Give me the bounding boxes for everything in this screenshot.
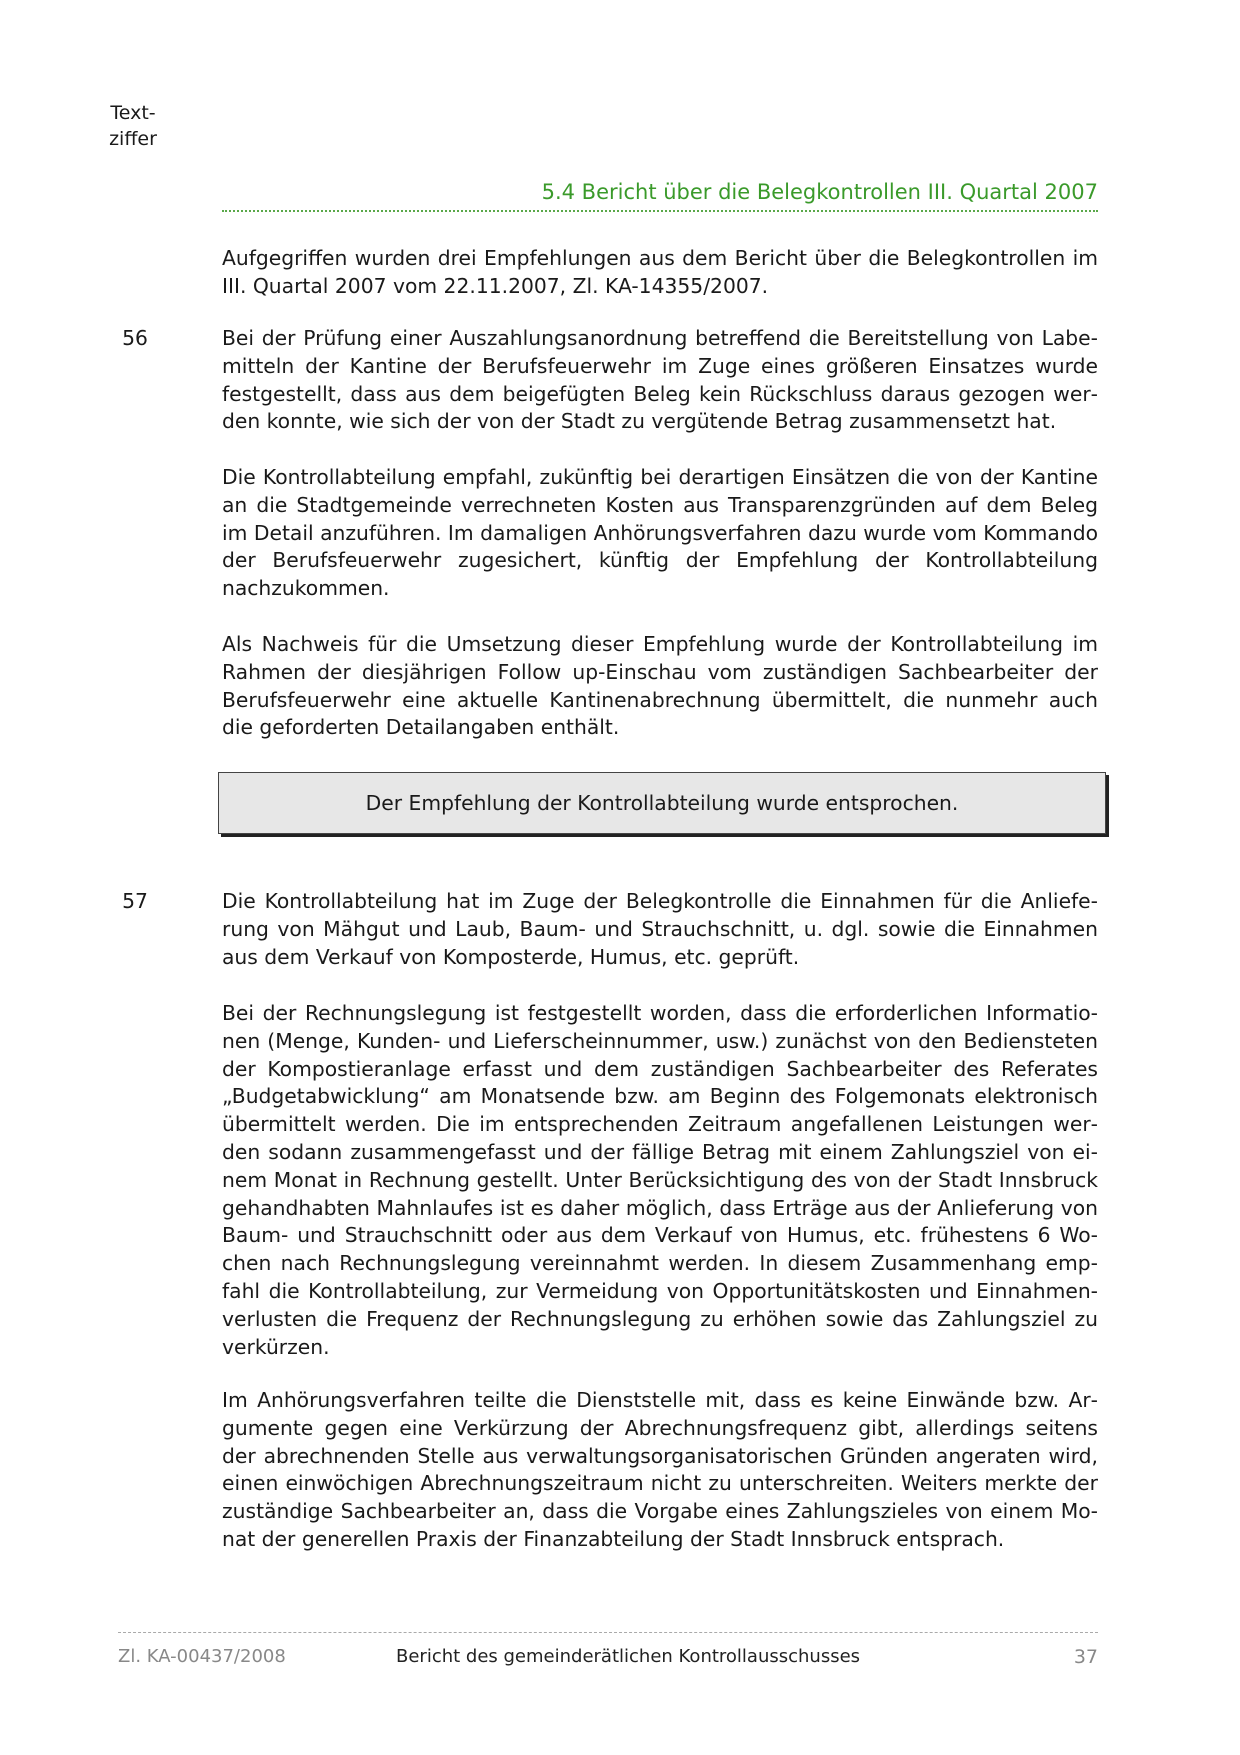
footer-reference: Zl. KA-00437/2008 [118,1646,286,1667]
item56-paragraph-2: Die Kontrollabteilung empfahl, zukünftig bei derartigen Einsätzen die von der Kantine an die Stadtgemeinde verrechneten Kosten aus Transparenzgründen auf dem Beleg im Detail anzuführen. Im damaligen Anhörungsverfahren dazu wurde vom Kommando der Berufsfeuerwehr zugesichert, künftig der Empfehlung der Kontrollabteilung nachzukommen. [222,465,1098,601]
item57-paragraph-3: Im Anhörungsverfahren teilte die Dienststelle mit, dass es keine Einwände bzw. Argumente gegen eine Verkürzung der Abrechnungsfrequenz gibt, allerdings seitens der abrechnenden Stelle aus verwaltungsorganisatorischen Gründen angeraten wird, einen einwöchigen Abrechnungszeitraum nicht zu unterschreiten. Weiters merkte der zuständige Sachbearbeiter an, dass die Vorgabe eines Zahlungszieles von einem Monat der generellen Praxis der Finanzabteilung der Stadt Innsbruck entsprach. [222,1388,1098,1551]
item56-paragraph-3: Als Nachweis für die Umsetzung dieser Empfehlung wurde der Kontrollabteilung im Rahmen der diesjährigen Follow up-Einschau vom zuständigen Sachbearbeiter der Berufsfeuerwehr eine aktuelle Kantinenabrechnung übermittelt, die nunmehr auch die geforderten Detailangaben enthält. [222,632,1098,740]
item57-paragraph-1: Die Kontrollabteilung hat im Zuge der Belegkontrolle die Einnahmen für die Anlieferung von Mähgut und Laub, Baum- und Strauchschnitt, u. dgl. sowie die Einnahmen aus dem Verkauf von Komposterde, Humus, etc. geprüft. [222,889,1098,969]
textziffer-56: 56 [122,326,148,350]
item57-paragraph-2: Bei der Rechnungslegung ist festgestellt worden, dass die erforderlichen Informationen (Menge, Kunden- und Lieferscheinnummer, usw.) zunächst von den Bediensteten der Kompostieranlage erfasst und dem zuständigen Sachbearbeiter des Referates „Budgetabwicklung“ am Monatsende bzw. am Beginn des Folgemonats elektronisch übermittelt werden. Die im entsprechenden Zeitraum angefallenen Leistungen werden sodann zusammengefasst und der fällige Betrag mit einem Zahlungsziel von einem Monat in Rechnung gestellt. Unter Berücksichtigung des von der Stadt Innsbruck gehandhabten Mahnlaufes ist es daher möglich, dass Erträge aus der Anlieferung von Baum- und Strauchschnitt oder aus dem Verkauf von Humus, etc. frühestens 6 Wochen nach Rechnungslegung vereinnahmt werden. In diesem Zusammenhang empfahl die Kontrollabteilung, zur Vermeidung von Opportunitätskosten und Einnahmenverlusten die Frequenz der Rechnungslegung zu erhöhen sowie das Zahlungsziel zu verkürzen. [222,1001,1098,1359]
footer-divider [118,1632,1098,1633]
heading-divider [222,210,1098,212]
footer-title: Bericht des gemeinderätlichen Kontrollausschusses [396,1646,861,1667]
margin-label-textziffer: Text- ziffer [109,102,157,150]
resolution-text: Der Empfehlung der Kontrollabteilung wurde entsprochen. [365,791,959,815]
resolution-box [218,772,1106,834]
page-number: 37 [1073,1646,1098,1668]
intro-paragraph: Aufgegriffen wurden drei Empfehlungen aus dem Bericht über die Belegkontrollen im III. Quartal 2007 vom 22.11.2007, Zl. KA-14355/2007. [222,246,1098,298]
textziffer-57: 57 [122,889,148,913]
section-heading: 5.4 Bericht über die Belegkontrollen III. Quartal 2007 [541,180,1098,204]
item56-paragraph-1: Bei der Prüfung einer Auszahlungsanordnung betreffend die Bereitstellung von Labemitteln der Kantine der Berufsfeuerwehr im Zuge eines größeren Einsatzes wurde festgestellt, dass aus dem beigefügten Beleg kein Rückschluss daraus gezogen werden konnte, wie sich der von der Stadt zu vergütende Betrag zusammensetzt hat. [222,326,1098,434]
